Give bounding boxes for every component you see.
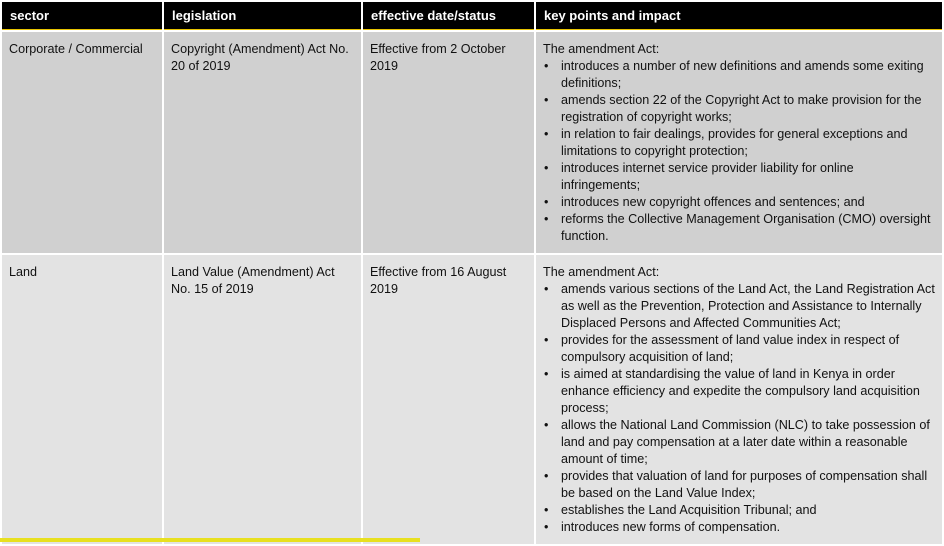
header-key-points: key points and impact [536, 2, 942, 30]
sector-cell: Corporate / Commercial [2, 32, 162, 253]
key-points-list [543, 281, 935, 536]
key-points-intro: The amendment Act: [543, 265, 660, 279]
key-points-cell [536, 255, 942, 544]
status-cell: Effective from 2 October 2019 [363, 32, 534, 253]
list-item: • amends various sections of the Land Act, the Land Registration Act as well as the Prevention, Protection and Assistance to Internally Displaced Persons and Affected Communities Act; [561, 281, 935, 332]
status-cell: Effective from 16 August 2019 [363, 255, 534, 544]
list-item: • provides that valuation of land for purposes of compensation shall be based on the Land Value Index; [561, 468, 935, 502]
header-row [2, 2, 942, 30]
list-item: • in relation to fair dealings, provides for general exceptions and limitations to copyright protection; [561, 126, 935, 160]
table-row [2, 32, 942, 253]
list-item: • introduces a number of new definitions and amends some exiting definitions; [561, 58, 935, 92]
list-item: • introduces internet service provider liability for online infringements; [561, 160, 935, 194]
list-item: • reforms the Collective Management Organisation (CMO) oversight function. [561, 211, 935, 245]
footer-accent-bar [0, 538, 420, 542]
legislation-cell: Land Value (Amendment) Act No. 15 of 2019 [164, 255, 361, 544]
list-item: • introduces new copyright offences and sentences; and [561, 194, 935, 211]
sector-cell: Land [2, 255, 162, 544]
key-points-intro: The amendment Act: [543, 42, 660, 56]
legislation-cell: Copyright (Amendment) Act No. 20 of 2019 [164, 32, 361, 253]
list-item: • introduces new forms of compensation. [561, 519, 935, 536]
key-points-cell [536, 32, 942, 253]
list-item: • amends section 22 of the Copyright Act to make provision for the registration of copyright works; [561, 92, 935, 126]
list-item: • provides for the assessment of land value index in respect of compulsory acquisition of land; [561, 332, 935, 366]
header-legislation: legislation [164, 2, 361, 30]
header-sector: sector [2, 2, 162, 30]
key-points-list [543, 58, 935, 245]
list-item: • establishes the Land Acquisition Tribunal; and [561, 502, 935, 519]
header-effective-date: effective date/status [363, 2, 534, 30]
table-row [2, 255, 942, 544]
list-item: • is aimed at standardising the value of land in Kenya in order enhance efficiency and expedite the compulsory land acquisition process; [561, 366, 935, 417]
list-item: • allows the National Land Commission (NLC) to take possession of land and pay compensation at a later date within a reasonable amount of time; [561, 417, 935, 468]
